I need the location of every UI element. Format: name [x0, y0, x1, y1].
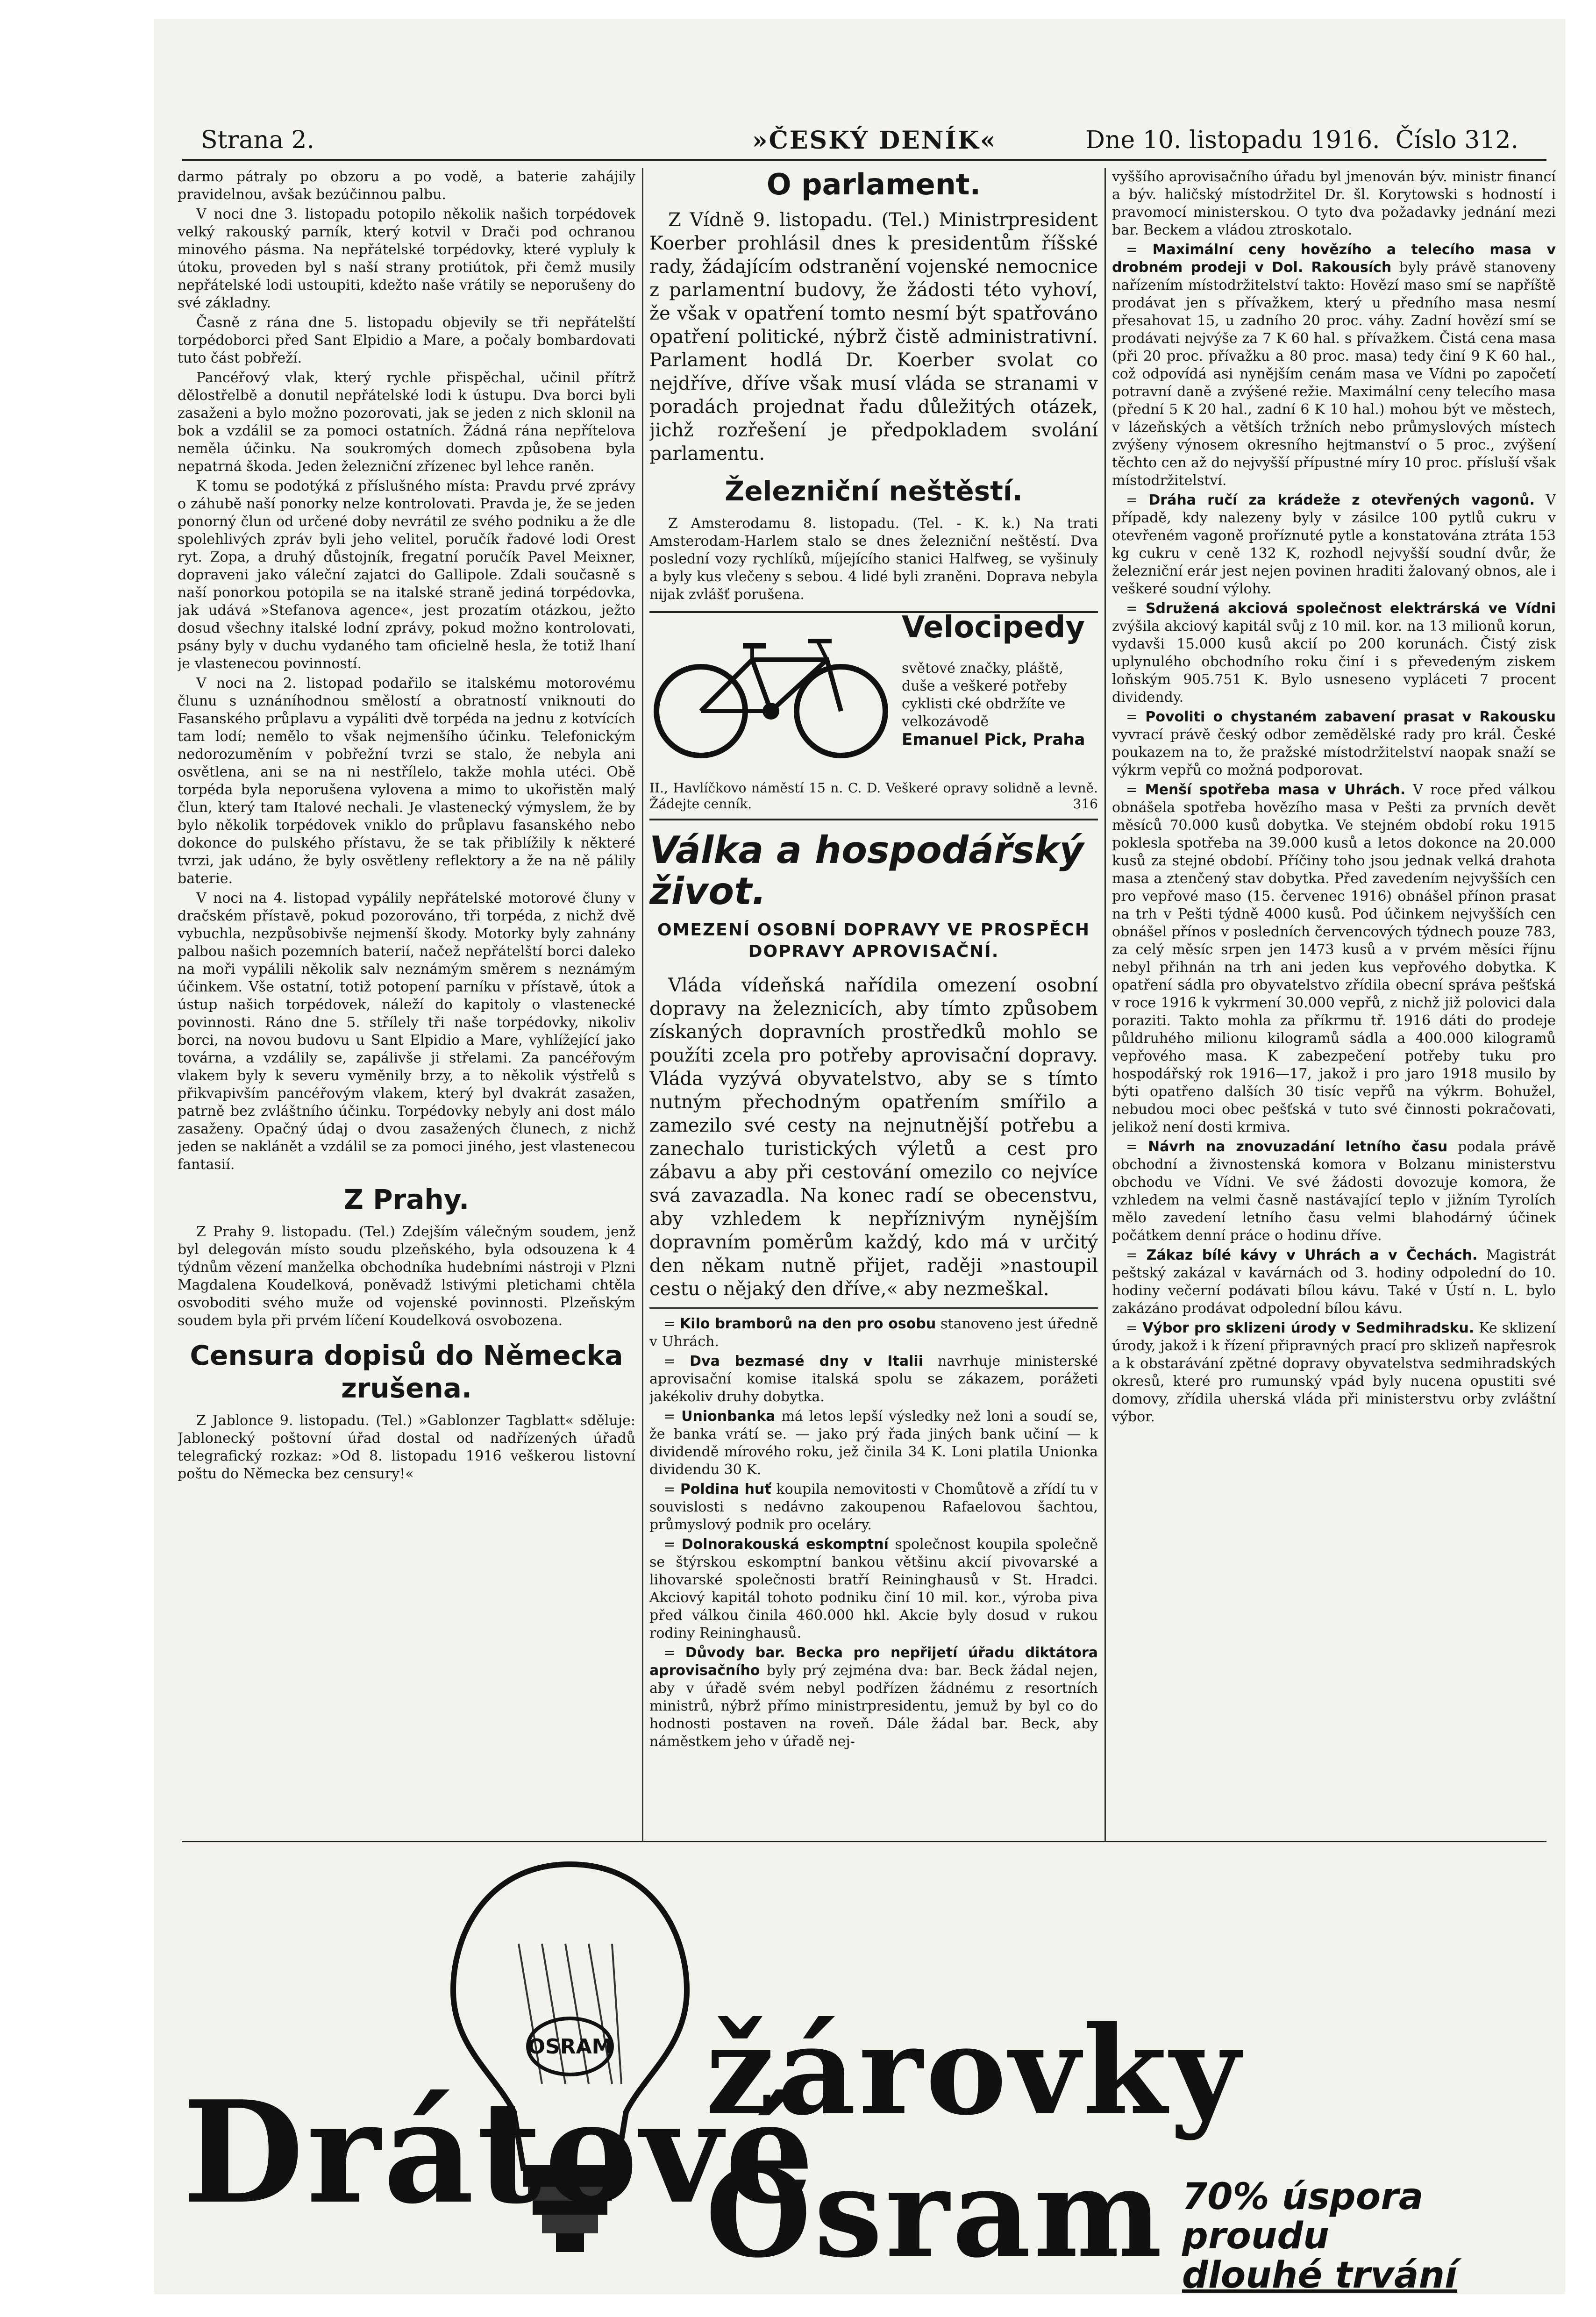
heading-praha: Z Prahy. [343, 1183, 470, 1215]
news-item: = Sdružená akciová společnost elektrárská ve Vídni zvýšila akciový kapitál svůj z 10 mil. kor. na 13 milionů korun, vydavši 15.000 kusů akcií po 200 korunách. Čistý zisk uplynulého obchodního roku činí i s převedeným ziskem loňským 905.751 K. Bylo usneseno vypláceti 7 procent dividendy. [1112, 600, 1556, 706]
paragraph: Z Prahy 9. listopadu. (Tel.) Zdejším válečným soudem, jenž byl delegován místo soudu plzeňského, byla odsouzena k 4 týdnům vězení manželka obchodníka hudebními nástroji v Plzni Magdalena Koudelková, poněvadž lstivými pletichami chtěla osvoboditi svého muže od vojenské povinnosti. Plzeňským soudem byla při prvém líčení Koudelková osvobozena. [178, 1224, 635, 1329]
news-item: = Povoliti o chystaném zabavení prasat v Rakousku vyvrací právě český odbor zemědělské rady pro král. České poukazem na to, že pražské místodržitelství naopak snaží se výkrm vepřů co možná podporovat. [1112, 709, 1556, 778]
news-item: = Výbor pro sklizeni úrody v Sedmihradsku. Ke sklizení úrody, jakož i k řízení připravných prací pro sklizeň napřesrok a k obstarávání zpětné dopravy obyvatelstva sedmihradských okresů, které pro rumunský vpád byly nucena opustiti své domovy, zřídila uherská vláda při ministerstvu orby zvláštní výbor. [1112, 1320, 1556, 1425]
paragraph: Z Jablonce 9. listopadu. (Tel.) »Gablonzer Tagblatt« sděluje: Jablonecký poštovní úřad dostal od nadřízených úřadů telegrafický rozkaz: »Od 8. listopadu 1916 veškerou listovní poštu do Německa bez censury!« [178, 1412, 635, 1482]
section-rule [649, 1307, 1098, 1309]
news-item: = Návrh na znovuzadání letního času podala právě obchodní a živnostenská komora v Bolzanu ministerstvu obchodu ve Vídni. Ve své žádosti dovozuje komora, že vzhledem na velmi časně nastávající teplo v jižním Tyrolích mělo zavedení letního času velmi blahodárný účinek počátkem denní práce o hodinu dříve. [1112, 1139, 1556, 1244]
paragraph: darmo pátraly po obzoru a po vodě, a baterie zahájily pravidelnou, avšak bezúčinnou palbu. [178, 169, 635, 203]
paragraph: Časně z rána dne 5. listopadu objevily se tři nepřátelští torpédoborci před Sant Elpidio a Mare, a počaly bombardovati tuto část pobřeží. [178, 314, 635, 366]
bicycle-icon [649, 622, 892, 763]
news-item: = Zákaz bílé kávy v Uhrách a v Čechách. Magistrát peštský zakázal v kavárnách od 3. hodiny odpolední do 10. hodiny večerní podávati bílou kávu. Také v Ústí n. L. bylo zakázáno prodávat odpolední bílou kávu. [1112, 1247, 1556, 1317]
paragraph: Z Amsterodamu 8. listopadu. (Tel. - K. k.) Na trati Amsterodam-Harlem stalo se dnes železniční neštěstí. Dva poslední vozy rychlíků, míjejícího stanici Halfweg, se vyšinuly a byly kus vlečeny s sebou. 4 lidé byli zraněni. Doprava nebyla nijak zvlášť porušena. [649, 515, 1098, 603]
paragraph: vyššího aprovisačního úřadu byl jmenován býv. ministr financí a býv. haličský místodržitel Dr. šl. Korytowski s hodností i pravomocí ministerskou. O tyto dva požadavky jednání mezi bar. Beckem a vládou ztroskotalo. [1112, 169, 1556, 238]
news-item: = Unionbanka má letos lepší výsledky než loni a soudí se, že banka vrátí se. — jako prý řada jiných bank učiní — k dividendě mírového roku, jež činila 34 K. Loni platila Unionka dividendu 30 K. [649, 1408, 1098, 1478]
newspaper-title: »ČESKÝ DENÍK« [752, 126, 997, 155]
ad-text: světové značky, pláště, duše a veškeré potřeby cyklisti cké obdržíte ve velkozávodě Emanuel Pick, Praha [902, 660, 1085, 749]
column-3 [1112, 168, 1556, 1841]
header-rule [182, 159, 1546, 161]
news-item: = Menší spotřeba masa v Uhrách. V roce před válkou obnášela spotřeba hovězího masa v Pešti za prvních devět měsíců 70.000 kusů dobytka. Ve stejném období roku 1915 poklesla spotřeba na 39.000 kusů a letos dokonce na 20.000 kusů za stejné období. Příčiny toho jsou jednak velká drahota masa a ztenčený stav dobytka. Před zavedením nejvyšších cen pro vepřové maso (15. červenec 1916) obnášel přínon prasat na trh v Pešti týdně 4000 kusů. Pod účinkem nejvyšších cen obnášel přínos v posledních červencových týdnech pouze 783, za celý měsíc srpen jen 1473 kusů a v prvém měsíci říjnu nebyl přihnán na trh ani jeden kus vepřového dobytka. K opatření sádla pro obyvatelstvo zřídila obecní správa pešťská v roce 1916 k vykrmení 30.000 vepřů, z nichž již polovici dala poraziti. Takto mohla za příkrmu tř. 1916 dáti do prodeje půldruhého milionu kilogramů sádla a 400.000 kilogramů vepřového masa. K zabezpečení potřeby tuku pro hospodářský rok 1916—17, jakož i pro jaro 1918 musilo by býti opatřeno dalších 30 tisíc vepřů na výkrm. Bohužel, nebudou moci obec pešťská v tuto své činnosti pokračovati, jelikož není dosti krmiva. [1112, 782, 1556, 1135]
ad-address: II., Havlíčkovo náměstí 15 n. C. D. Veškeré opravy solidně a levně. Žádejte cenník. 316 [649, 780, 1098, 812]
paragraph: V noci na 4. listopad vypálily nepřátelské motorové čluny v dračském přístavě, pokud pozorováno, tři torpéda, z nichž dvě vybuchla, nezpůsobivše nejmenší škody. Motorky byly zahnány palbou našich pozemních baterií, načež nepřátelští borci daleko na moři vypálili několik salv neznámým směrem s neznámým účinkem. Vše ostatní, totiž potopení parníku v přístavě, útok a ústup našich torpédovek, náleží do kapitoly o vlastenecké povinnosti. Ráno dne 5. střílely tři naše torpédovky, nikoliv borci, na novou budovu u Sant Elpidio a Mare, vyhlížející jako továrna, a vzdálily se, zapálivše ji střelami. Za pancéřovým vlakem byly k severu vyměnily brzy, a to několik výstřelů s přikvapivším pancéřovým vlakem, který byl dvakrát zasažen, patrně bez zvláštního účinku. Torpédovky nebyly ani dost málo zasaženy. Opačný údaj o dvou zasažených člunech, z nichž jeden se naklánět a vzdálil se za pomoci jiného, jest vlastenecou fantasií. [178, 890, 635, 1173]
heading-censura: Censura dopisů do Německa zrušena. [190, 1340, 623, 1404]
osram-advertisement [182, 1850, 1565, 2296]
paragraph: Pancéřový vlak, který rychle přispěchal, učinil přítrž dělostřelbě a donutil nepřátelské lodi k ústupu. Dva borci byli zasaženi a bylo možno pozorovati, jak se jeden z nich sklonil na bok a vzdálil se za pomoci ostatních. Žádná rána nepřítelova neměla účinku. Na soukromých domech způsobena byla nepatrná škoda. Jeden železniční zřízenec byl lehce raněn. [178, 370, 635, 475]
heading-nestesti: Železniční neštěstí. [725, 475, 1023, 507]
bicycle-advertisement [649, 611, 1098, 820]
news-item: = Dva bezmasé dny v Italii navrhuje ministerské aprovisační komise italská spolu se zákazem, porážeti jakékoliv druhy dobytka. [649, 1353, 1098, 1405]
heading-parlament: O parlament. [766, 168, 981, 201]
column-divider [642, 168, 643, 1841]
ad-separator [182, 1841, 1546, 1842]
ad-word-zarovky: žárovky Osram [705, 2000, 1243, 2285]
paragraph: K tomu se podotýká z příslušného místa: Pravdu prvé zprávy o záhubě naší ponorky nelze kontrolovati. Pravda je, že se jeden ponorný člun od určené doby nevrátil ze svého podniku a že dle spolehlivých zpráv byli jeho velitel, poručík řadové lodi Orest ryt. Zopa, a druhý důstojník, fregatní poručík Pavel Meixner, dopraveni jako váleční zajatci do Gallipole. Zdali současně s naší ponorkou potopila se na italské straně jediná torpédovka, jak udává »Stefanova agence«, jest prozatím otázkou, ježto dosud všechny italské lodní zprávy, pokud možno kontrolovati, psány byly v duchu vydaného tam oficielně hesla, že totiž lhaní je vlastenecou povinností. [178, 478, 635, 672]
news-item: = Kilo bramborů na den pro osobu stanoveno jest úředně v Uhrách. [649, 1316, 1098, 1350]
column-divider [1104, 168, 1106, 1841]
column-2 [649, 168, 1098, 1841]
paragraph: Z Vídně 9. listopadu. (Tel.) Ministrpresident Koerber prohlásil dnes k presidentům říšské rady, žádajícím odstranění vojenské nemocnice z parlamentní budovy, že žádosti této vyhoví, že však v opatření tomto nesmí být spatřováno opatření politické, nýbrž čistě administrativní. Parlament hodlá Dr. Koerber svolat co nejdříve, dříve však musí vláda se stranami v poradách projednat řadu důležitých otázek, jichž rozřešení je předpokladem svolání parlamentu. [649, 209, 1098, 464]
issue-date: Dne 10. listopadu 1916. Číslo 312. [1085, 126, 1518, 154]
news-item: = Dolnorakouská eskomptní společnost koupila společně se štýrskou eskomptní bankou většinu akcií pivovarské a lihovarské společnosti bratří Reininghausů v St. Hradci. Akciový kapitál tohoto podniku činí 10 mil. kor., výroba piva před válkou činila 460.000 hkl. Akcie byly dosud v rukou rodiny Reininghausů. [649, 1536, 1098, 1641]
subheading-doprava: OMEZENÍ OSOBNÍ DOPRAVY VE PROSPĚCH DOPRAVY APROVISAČNÍ. [657, 920, 1090, 961]
bulb-label: OSRAM [527, 2035, 613, 2059]
paragraph: V noci dne 3. listopadu potopilo několik našich torpédovek velký rakouský parník, který kotvil v Drači pod ochranou minového pásma. Na nepřátelské torpédovky, které vypluly k útoku, proveden byl s naší strany protiútok, při čemž musily nepřátelské lodi ustoupiti, kdežto naše vrátily se neporušeny do své základny. [178, 206, 635, 311]
ad-title: Velocipedy [902, 610, 1085, 645]
page-header [201, 112, 1537, 164]
news-item: = Dráha ručí za krádeže z otevřených vagonů. V případě, kdy nalezeny byly v zásilce 100 pytlů cukru v otevřeném vagoně proříznuté pytle a konstatována ztráta 153 kg cukru v ceně 132 K, rozhodl nejvyšší soudní dvůr, že železniční erár jest nejen povinen hraditi žalovaný obnos, ale i veškeré soudní výlohy. [1112, 492, 1556, 597]
column-1 [178, 168, 635, 1841]
news-item: = Maximální ceny hovězího a telecího masa v drobném prodeji v Dol. Rakousích byly právě stanoveny nařízením místodržitelství takto: Hovězí maso smí se napříště prodávat jen s přívažkem, který u předního masa nesmí přesahovat 15, u zadního 20 proc. váhy. Zadní hovězí smí se prodávati nejvýše za 7 K 60 hal. s přívažkem. Čistá cena masa (při 20 proc. přívažku a 80 proc. masa) tedy činí 9 K 60 hal., což odpovídá asi nynějším cenám masa ve Vídni po započetí potravní daně a zvýšené režie. Maximální ceny telecího masa (přední 5 K 20 hal., zadní 6 K 10 hal.) mohou být ve městech, v lázeňských a větších tržních nebo průmyslových místech zvýšeny výnosem okresního hejtmanství o 5 proc., zvýšení těchto cen až do nejvyšší přípustné míry 10 proc. přísluší však místodržitelství. [1112, 242, 1556, 489]
ad-word-dratove: Drátové [182, 2070, 817, 2235]
paragraph: Vláda vídeňská nařídila omezení osobní dopravy na železnicích, aby tímto způsobem získaných dopravních prostředků mohlo se použíti zcela pro potřeby aprovisační dopravy. Vláda vyzývá obyvatelstvo, aby se s tímto nutným přechodným opatřením smířilo a zamezilo své cesty na nejnutnější potřebu a zanechalo turistických výletů a cest pro zábavu a aby při cestování omezilo co nejvíce svá zavazadla. Na konec radí se obecenstvu, aby vzhledem k nepříznivým nynějším dopravním poměrům každý, kdo má v určitý den někam nutně přijet, raději »nastoupil cestu o nějaký den dříve,« aby nezmeškal. [649, 975, 1098, 1300]
news-item: = Důvody bar. Becka pro nepřijetí úřadu diktátora aprovisačního byly prý zejména dva: bar. Beck žádal nejen, aby v úřadě svém nebyl podřízen žádnému z resortních ministrů, nýbrž přímo ministrpresidentu, jemuž by byl co do hodnosti postaven na roveň. Dále žádal bar. Beck, aby náměstkem jeho v úřadě nej- [649, 1645, 1098, 1750]
news-item: = Poldina huť koupila nemovitosti v Chomůtově a zřídí tu v souvislosti s nedávno zakoupenou Rafaelovou šachtou, průmyslový podnik pro oceláry. [649, 1481, 1098, 1533]
heading-valka: Válka a hospodářský život. [649, 828, 1084, 913]
paragraph: V noci na 2. listopad podařilo se italskému motorovému člunu s uznáníhodnou smělostí a obratností vniknouti do Fasanského průplavu a vypáliti dvě torpéda na jednu z kotvících tam lodí; nemělo to však nejmenšího účinku. Telefonickým nedorozuměním v pobřežní tvrzi se stalo, že nebyla ani osvětlena, ani se na ni nestřílelo, takže mohla utéci. Obě torpéda byla neporušena vylovena a mimo to ukořistěn malý člun, který tam Italové nechali. Je vlastenecký výmyslem, že by bylo několik torpédovek vniklo do průplavu fasanského nebo dokonce do pulského přístavu, že se tak přiblížily k některé tvrzi, jak udáno, že byly osvětleny reflektory a že na ně pálily baterie. [178, 675, 635, 887]
newspaper-page [154, 19, 1565, 2294]
page-margin [0, 0, 154, 2317]
ad-slogan: 70% úspora proudu dlouhé trvání [1182, 2176, 1457, 2296]
page-number: Strana 2. [201, 126, 315, 154]
